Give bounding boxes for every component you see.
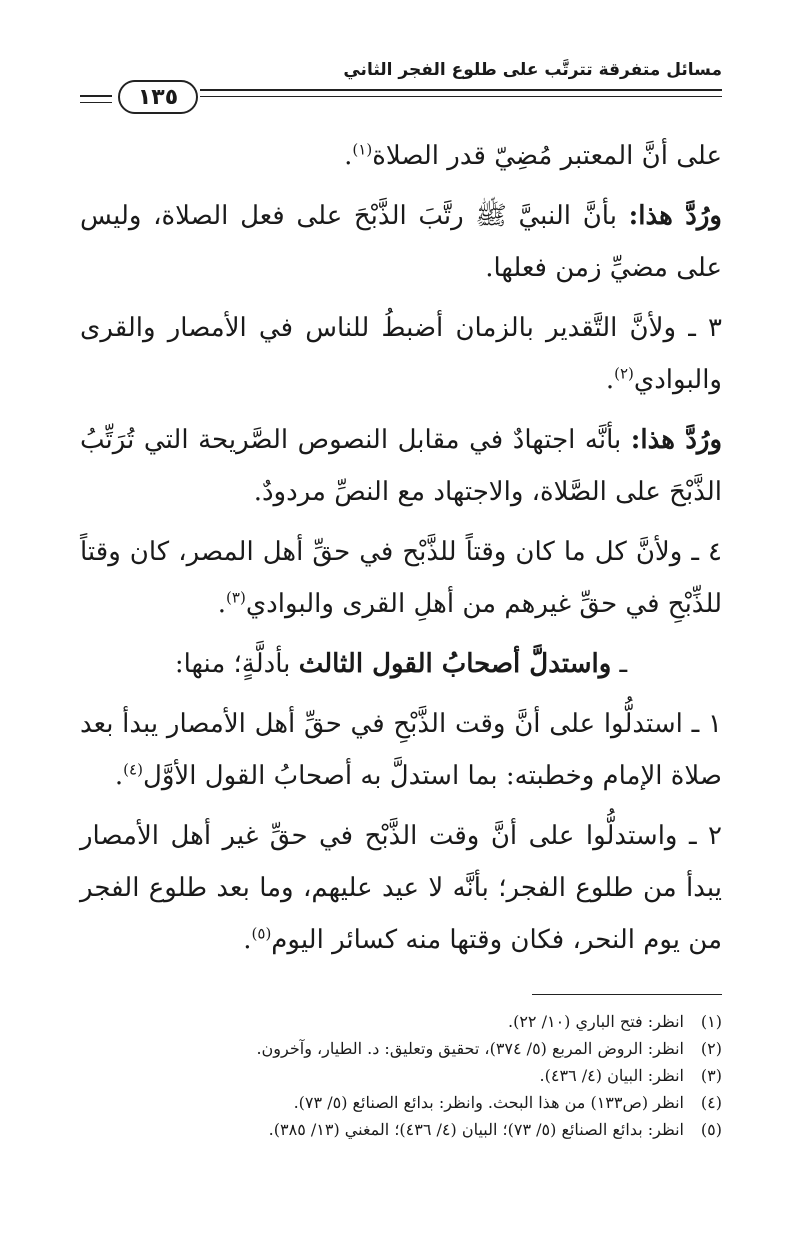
paragraph-1 xyxy=(80,130,722,182)
footnote-ref-1: (١) xyxy=(352,140,373,159)
footnote xyxy=(80,1089,722,1116)
footnote-separator xyxy=(532,994,722,995)
paragraph-4-text: بأنَّه اجتهادٌ في مقابل النصوص الصَّريحة التي تُرَتِّبُ الذَّبْحَ على الصَّلاة، والاجتهاد مع النصِّ مردودٌ. xyxy=(80,425,722,507)
footnote-number: (٢) xyxy=(700,1039,722,1058)
footnote-text: انظر: فتح الباري (١٠/ ٢٢). xyxy=(507,1012,684,1031)
footnote-text: انظر: بدائع الصنائع (٥/ ٧٣)؛ البيان (٤/ ٤٣٦)؛ المغني (١٣/ ٣٨٥). xyxy=(268,1120,684,1139)
page-header xyxy=(80,58,722,118)
footnote xyxy=(80,1008,722,1035)
footnote-text: انظر (ص١٣٣) من هذا البحث. وانظر: بدائع الصنائع (٥/ ٧٣). xyxy=(293,1093,684,1112)
paragraph-5-end: . xyxy=(217,589,227,619)
paragraph-8 xyxy=(80,810,722,966)
footnote-number: (٤) xyxy=(700,1093,722,1112)
paragraph-5-text: ٤ ـ ولأنَّ كل ما كان وقتاً للذَّبْح في حقِّ أهل المصر، كان وقتاً للذِّبْحِ في حقِّ غيرهم من أهلِ القرى والبوادي xyxy=(80,537,722,619)
paragraph-2-text: بأنَّ النبيَّ ﷺ رتَّبَ الذَّبْحَ على فعل الصلاة، وليس على مضيِّ زمن فعلها. xyxy=(80,201,722,283)
header-rule xyxy=(200,89,722,97)
footnote-ref-4: (٤) xyxy=(123,760,143,779)
header-rule-left xyxy=(80,95,112,103)
paragraph-4-lead: ورُدَّ هذا: xyxy=(630,425,723,455)
paragraph-4 xyxy=(80,414,722,518)
paragraph-2 xyxy=(80,190,722,294)
running-title: مسائل متفرقة تترتَّب على طلوع الفجر الثاني xyxy=(343,60,722,80)
paragraph-5 xyxy=(80,526,722,630)
footnote-number: (٥) xyxy=(700,1120,722,1139)
footnote xyxy=(80,1116,722,1143)
paragraph-7-end: . xyxy=(114,761,124,791)
footnote xyxy=(80,1035,722,1062)
paragraph-6-prefix: ـ xyxy=(611,649,628,679)
footnote-number: (٣) xyxy=(700,1066,722,1085)
footnote-ref-5: (٥) xyxy=(251,924,272,943)
footnotes xyxy=(80,1008,722,1143)
paragraph-8-end: . xyxy=(243,925,252,955)
paragraph-6-heading xyxy=(80,638,722,690)
footnote xyxy=(80,1062,722,1089)
footnote-number: (١) xyxy=(700,1012,722,1031)
page-number: ١٣٥ xyxy=(118,80,198,114)
paragraph-3 xyxy=(80,302,722,406)
paragraph-6-text: بأدلَّةٍ؛ منها: xyxy=(174,649,299,679)
paragraph-3-end: . xyxy=(605,365,615,395)
paragraph-1-end: . xyxy=(344,141,353,171)
paragraph-2-lead: ورُدَّ هذا: xyxy=(628,201,722,231)
paragraph-3-text: ٣ ـ ولأنَّ التَّقدير بالزمان أضبطُ للناس في الأمصار والقرى والبوادي xyxy=(80,313,722,395)
paragraph-7 xyxy=(80,698,722,802)
paragraph-7-text: ١ ـ استدلُّوا على أنَّ وقت الذَّبْحِ في حقِّ أهل الأمصار يبدأ بعد صلاة الإمام وخطبته: بما استدلَّ به أصحابُ القول الأوَّل xyxy=(80,709,722,791)
footnote-ref-2: (٢) xyxy=(614,364,634,383)
paragraph-6-lead: واستدلَّ أصحابُ القول الثالث xyxy=(298,649,612,679)
main-text xyxy=(80,130,722,974)
footnote-ref-3: (٣) xyxy=(226,588,246,607)
footnote-text: انظر: البيان (٤/ ٤٣٦). xyxy=(539,1066,684,1085)
footnote-text: انظر: الروض المربع (٥/ ٣٧٤)، تحقيق وتعليق: د. الطيار، وآخرون. xyxy=(256,1039,684,1058)
paragraph-8-text: ٢ ـ واستدلُّوا على أنَّ وقت الذَّبْح في حقِّ غير أهل الأمصار يبدأ من طلوع الفجر؛ بأنَّه لا عيد عليهم، وما بعد طلوع الفجر من يوم النحر، فكان وقتها منه كسائر اليوم xyxy=(80,821,722,955)
paragraph-1-text: على أنَّ المعتبر مُضِيّ قدر الصلاة xyxy=(372,141,722,171)
